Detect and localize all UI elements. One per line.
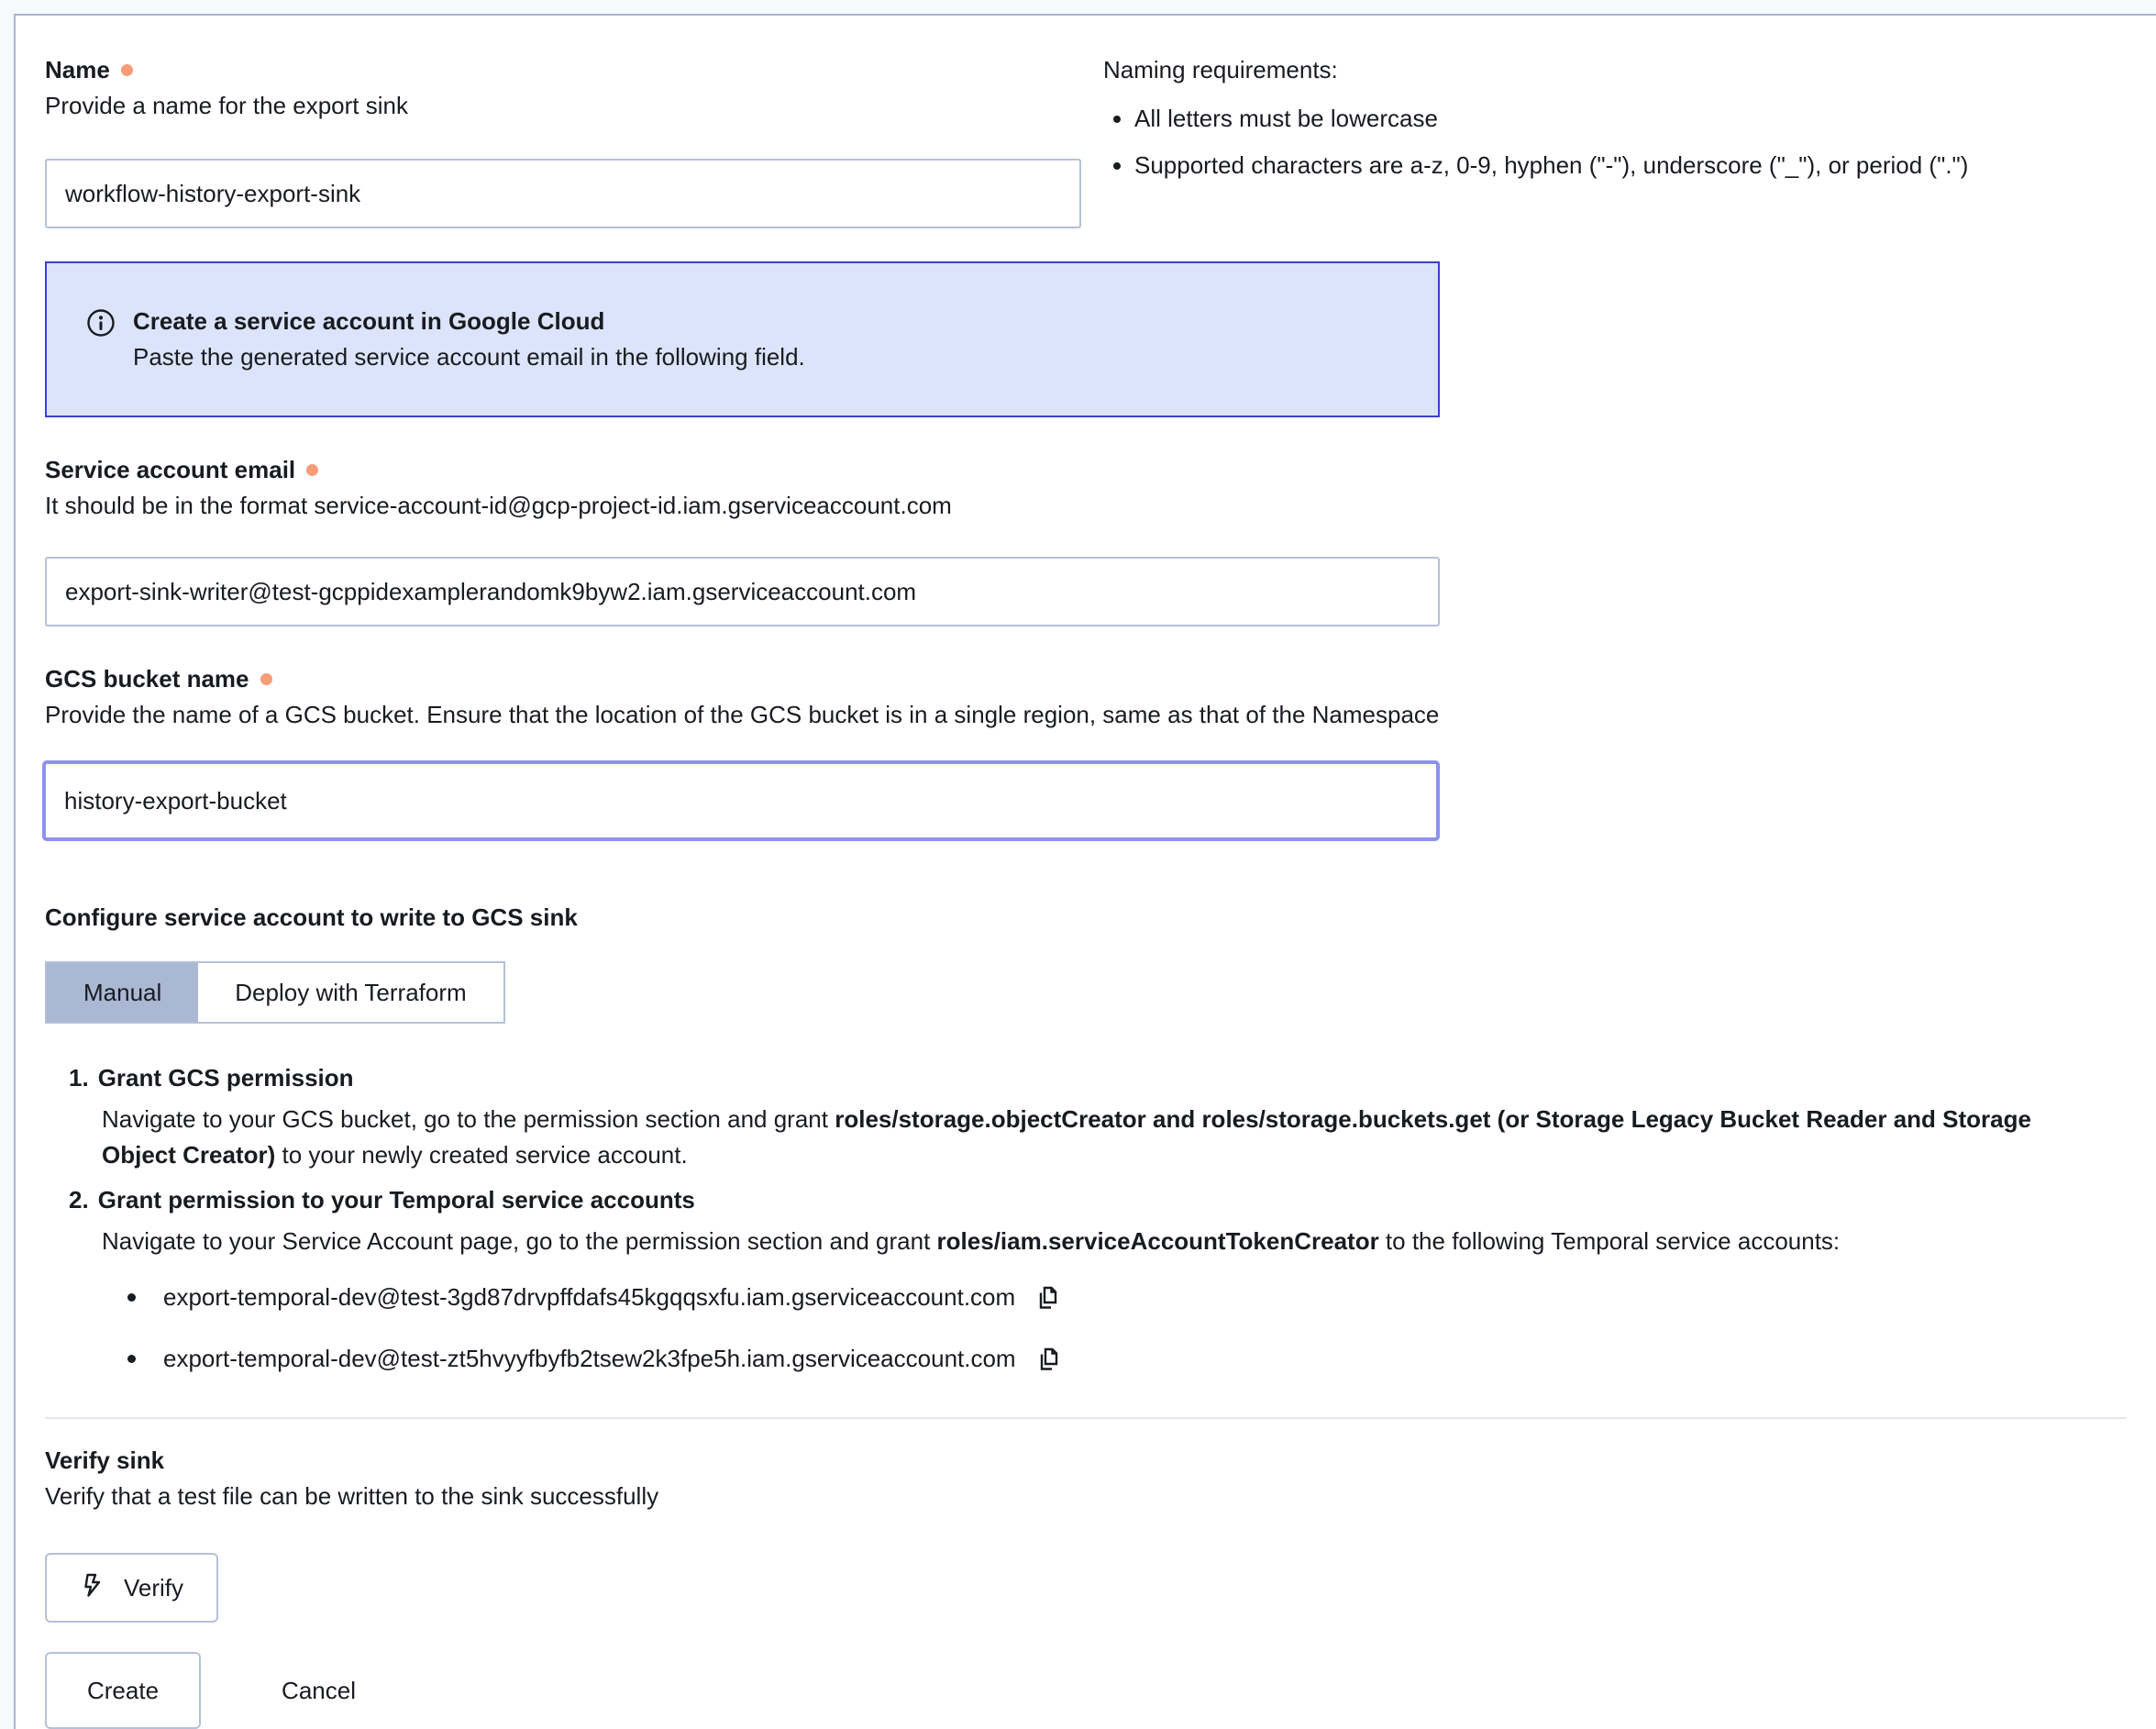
naming-requirements-list	[1103, 101, 2141, 183]
step-body-roles: roles/iam.serviceAccountTokenCreator	[936, 1227, 1379, 1255]
service-account-field-group	[45, 452, 2141, 626]
step-number: 2.	[69, 1186, 89, 1214]
copy-icon	[1034, 1283, 1063, 1313]
service-account-email: export-temporal-dev@test-3gd87drvpffdafs45kgqqsxfu.iam.gserviceaccount.com	[163, 1283, 1016, 1311]
bullet-icon	[127, 1355, 136, 1363]
copy-button[interactable]	[1034, 1283, 1063, 1313]
naming-requirement-item: • All letters must be lowercase	[1134, 101, 2141, 137]
name-label: Name	[45, 56, 110, 83]
service-account-email-input[interactable]	[45, 557, 1440, 626]
info-box-body: Paste the generated service account email in the following field.	[133, 343, 805, 371]
verify-button-label: Verify	[124, 1573, 184, 1602]
step-body-text: Navigate to your Service Account page, go to the permission section and grant	[102, 1227, 937, 1255]
cancel-button[interactable]: Cancel	[263, 1677, 374, 1705]
lightning-icon	[80, 1572, 107, 1603]
service-account-item	[102, 1341, 2141, 1377]
info-box	[45, 261, 1440, 417]
service-account-label: Service account email	[45, 456, 296, 483]
verify-button[interactable]	[45, 1553, 218, 1623]
required-indicator-icon	[121, 64, 133, 76]
name-input[interactable]	[45, 159, 1081, 228]
service-account-email: export-temporal-dev@test-zt5hvyyfbyfb2tsew2k3fpe5h.iam.gserviceaccount.com	[163, 1345, 1016, 1372]
manual-steps	[45, 1060, 2141, 1377]
service-account-help-text: It should be in the format service-account-id@gcp-project-id.iam.gserviceaccount.com	[45, 492, 952, 519]
form-actions	[45, 1652, 2141, 1729]
bullet-icon	[127, 1293, 136, 1302]
naming-requirements-title: Naming requirements:	[1103, 56, 1338, 83]
create-button[interactable]: Create	[45, 1652, 201, 1729]
temporal-service-accounts-list	[102, 1280, 2141, 1377]
name-help-text: Provide a name for the export sink	[45, 92, 408, 119]
name-and-requirements-row	[45, 52, 2141, 228]
step-body-text: to your newly created service account.	[275, 1141, 688, 1169]
name-field-group	[45, 52, 1081, 228]
step-2-heading	[69, 1182, 2141, 1218]
step-body-roles: roles/storage.objectCreator and roles/storage.buckets.get (or Storage Legacy Bucket Reader and Storage Object Creator)	[102, 1105, 2031, 1169]
bucket-help-text: Provide the name of a GCS bucket. Ensure that the location of the GCS bucket is in a single region, same as that of the Namespace	[45, 701, 1440, 728]
info-box-title: Create a service account in Google Cloud	[133, 307, 605, 335]
gcs-bucket-name-input[interactable]	[42, 760, 1440, 841]
info-box-content	[133, 304, 805, 375]
required-indicator-icon	[260, 673, 272, 685]
step-title: Grant permission to your Temporal service accounts	[97, 1186, 695, 1214]
step-1-heading	[69, 1060, 2141, 1096]
copy-button[interactable]	[1034, 1345, 1064, 1374]
step-body-text: Navigate to your GCS bucket, go to the permission section and grant	[102, 1105, 835, 1133]
export-sink-form-panel	[14, 14, 2156, 1729]
configure-section-title: Configure service account to write to GCS sink	[45, 903, 578, 931]
service-account-item	[102, 1280, 2141, 1315]
bucket-label-row	[45, 661, 2141, 697]
step-title: Grant GCS permission	[97, 1064, 354, 1092]
verify-sink-help-text: Verify that a test file can be written to the sink successfully	[45, 1482, 659, 1510]
service-account-label-row	[45, 452, 2141, 488]
naming-requirements	[1103, 52, 2141, 228]
bucket-label: GCS bucket name	[45, 665, 249, 693]
verify-sink-title: Verify sink	[45, 1446, 165, 1474]
step-1-body	[102, 1102, 2110, 1173]
naming-requirement-item: • Supported characters are a-z, 0-9, hyphen ("-"), underscore ("_"), or period (".")	[1134, 148, 2141, 183]
bucket-field-group	[45, 661, 2141, 841]
tab-deploy-with-terraform[interactable]: Deploy with Terraform	[198, 963, 503, 1022]
name-label-row	[45, 52, 1081, 88]
step-body-text: to the following Temporal service accounts:	[1378, 1227, 1841, 1255]
copy-icon	[1034, 1345, 1064, 1374]
configure-tab-group	[45, 961, 505, 1024]
step-number: 1.	[69, 1064, 89, 1092]
section-divider	[45, 1417, 2127, 1419]
info-icon	[85, 307, 116, 338]
tab-manual[interactable]: Manual	[47, 963, 198, 1022]
required-indicator-icon	[306, 464, 318, 476]
step-2-body	[102, 1224, 2110, 1259]
